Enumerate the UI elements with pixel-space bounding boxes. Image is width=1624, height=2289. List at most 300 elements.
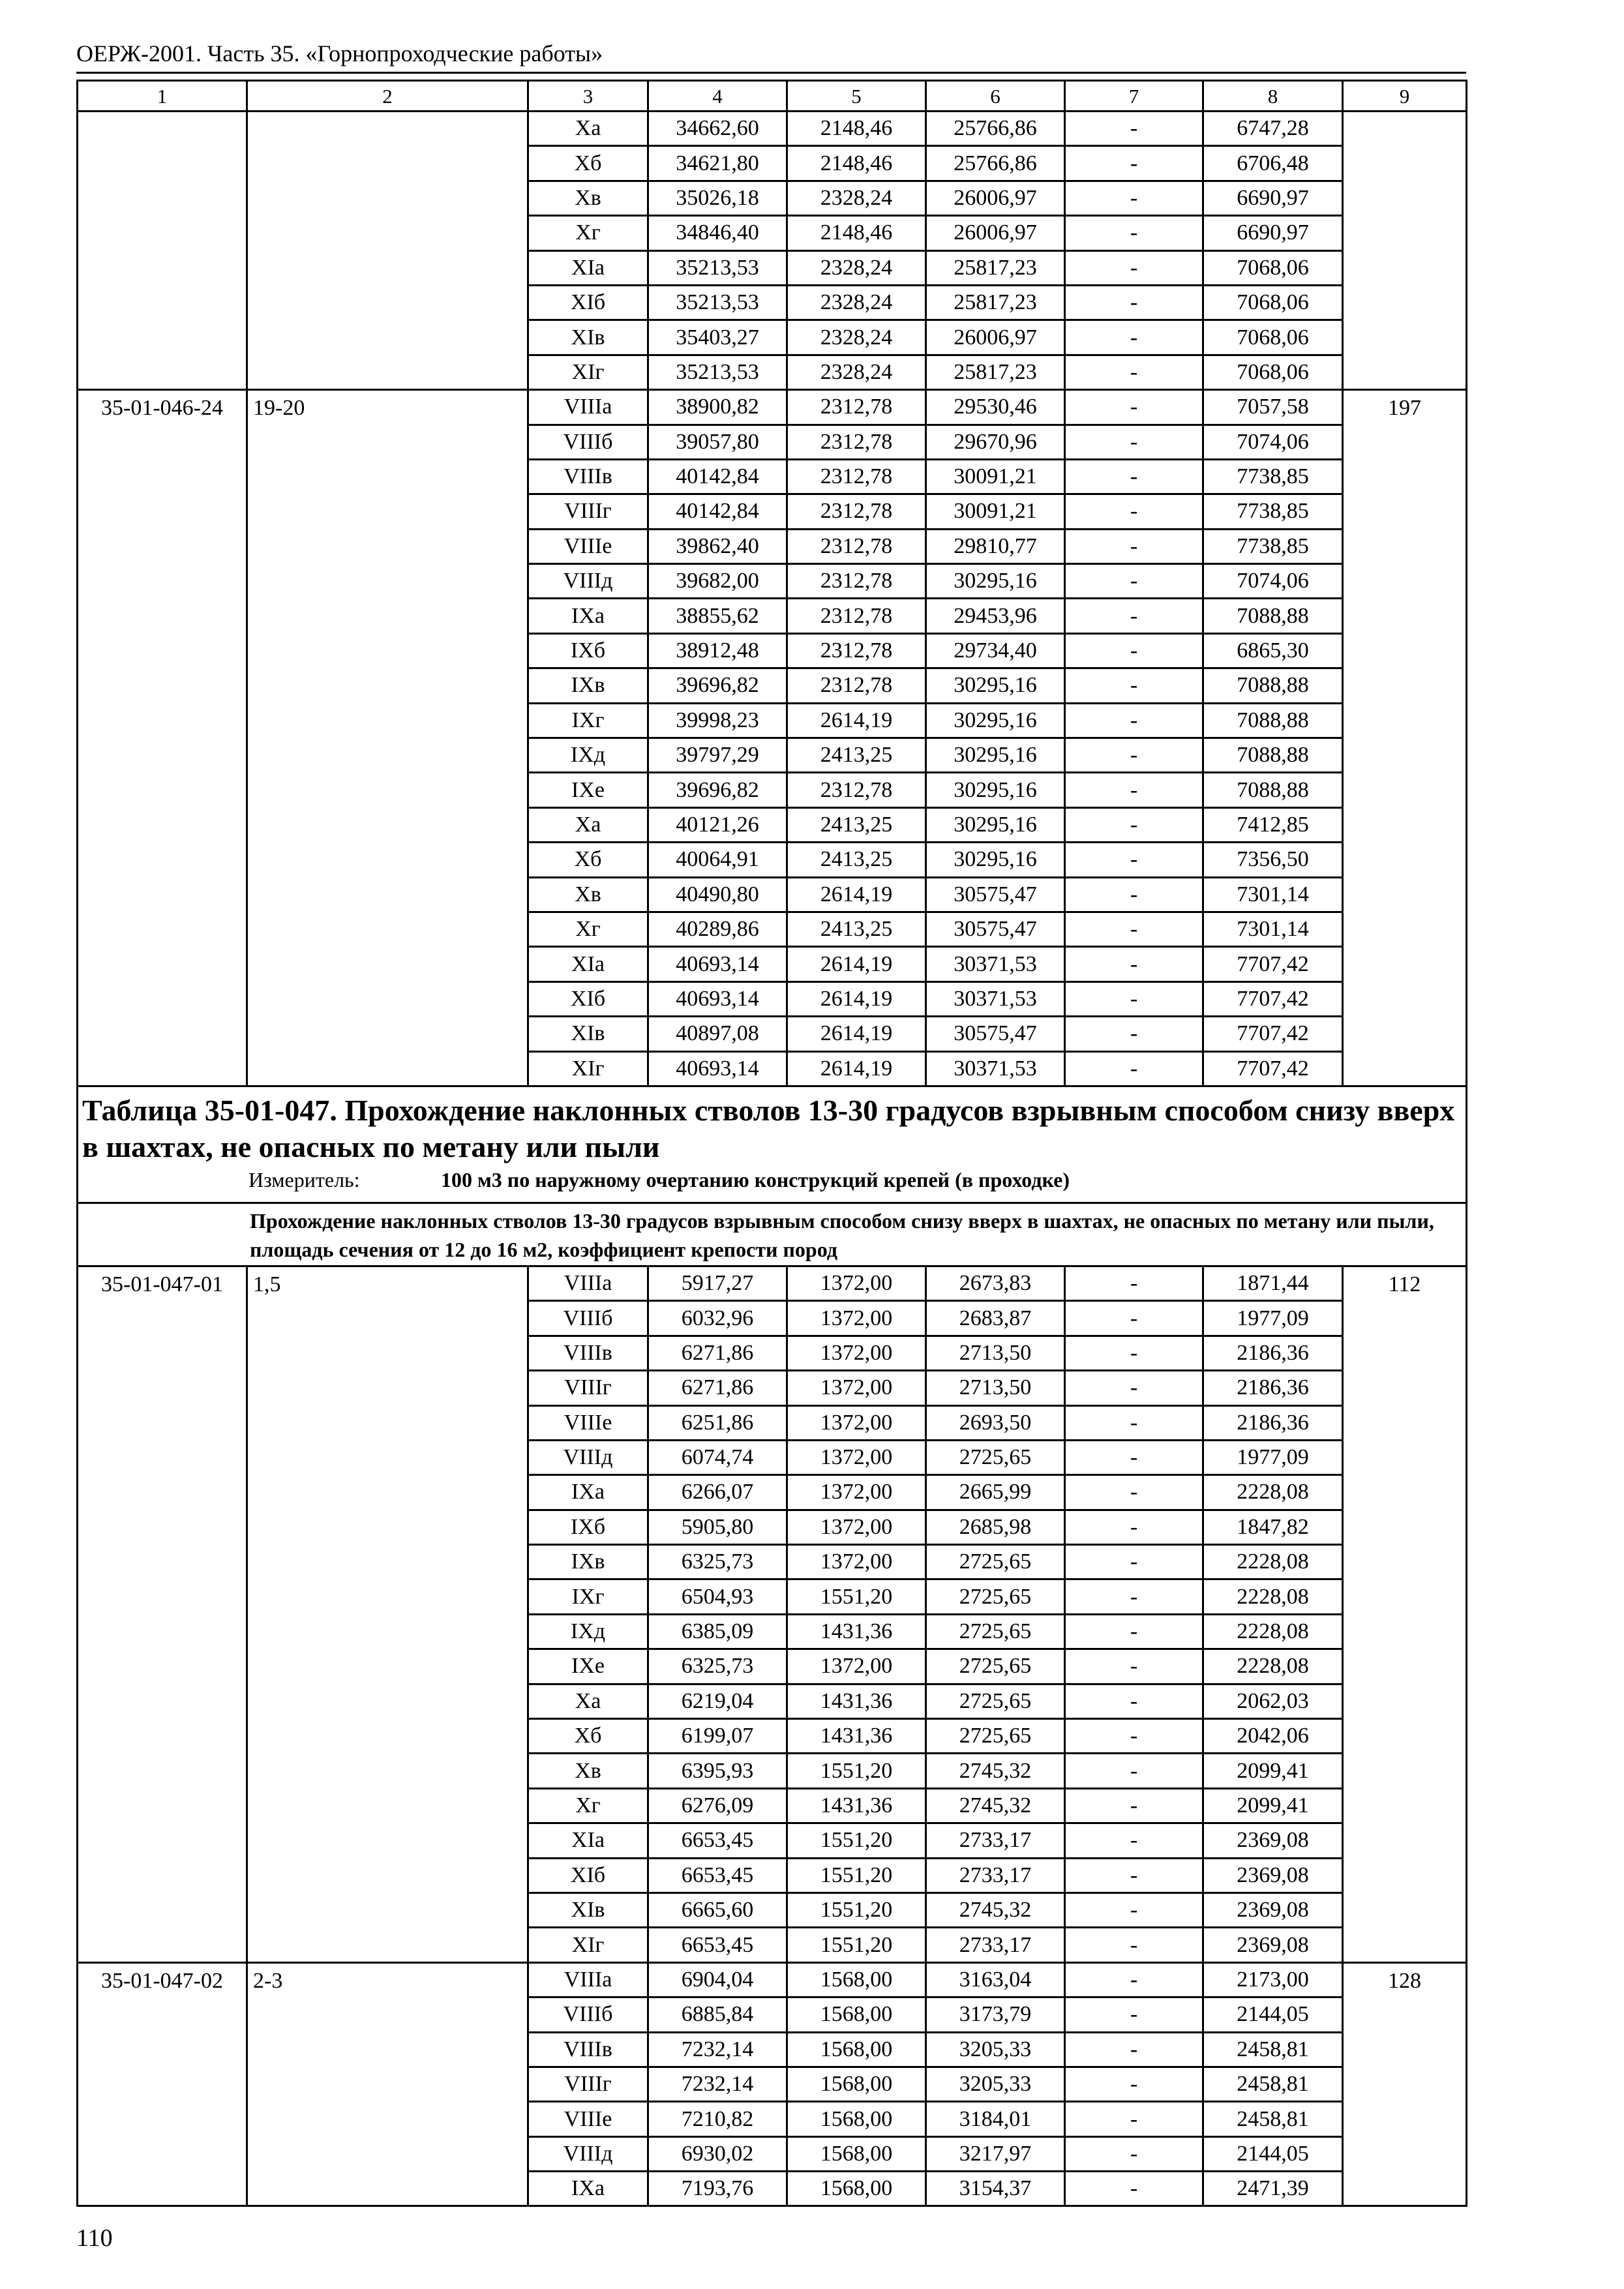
- table-cell-col6: 2693,50: [926, 1405, 1065, 1440]
- column-9-cell: 197: [1343, 390, 1467, 1086]
- table-cell-col6: 3217,97: [926, 2136, 1065, 2171]
- table-cell-col4: 6325,73: [648, 1545, 787, 1579]
- table-cell-col5: 2312,78: [787, 390, 926, 425]
- table-cell-col3: IXe: [528, 1649, 648, 1684]
- table-cell-col8: 7707,42: [1203, 1051, 1343, 1086]
- table-cell-col3: VIIIe: [528, 529, 648, 563]
- table-cell-col7: -: [1065, 1823, 1203, 1858]
- table-cell-col3: IXв: [528, 1545, 648, 1579]
- table-cell-col4: 40289,86: [648, 912, 787, 946]
- table-cell-col5: 1372,00: [787, 1266, 926, 1300]
- table-cell-col3: XIг: [528, 1051, 648, 1086]
- table-cell-col5: 1551,20: [787, 1823, 926, 1858]
- table-cell-col3: IXв: [528, 668, 648, 703]
- table-cell-col6: 2685,98: [926, 1510, 1065, 1544]
- table-cell-col8: 7068,06: [1203, 355, 1343, 389]
- table-cell-col6: 3163,04: [926, 1962, 1065, 1997]
- parameter-cell: 1,5: [247, 1266, 528, 1962]
- table-cell-col7: -: [1065, 2172, 1203, 2206]
- table-cell-col6: 2665,99: [926, 1475, 1065, 1510]
- table-cell-col8: 2186,36: [1203, 1371, 1343, 1405]
- table-cell-col4: 6251,86: [648, 1405, 787, 1440]
- table-cell-col3: VIIIa: [528, 390, 648, 425]
- table-cell-col5: 2148,46: [787, 112, 926, 146]
- table-cell-col6: 29810,77: [926, 529, 1065, 563]
- table-cell-col4: 7232,14: [648, 2067, 787, 2101]
- table-cell-col4: 6653,45: [648, 1928, 787, 1962]
- table-cell-col3: Xг: [528, 216, 648, 250]
- table-cell-col6: 2725,65: [926, 1440, 1065, 1474]
- table-cell-col7: -: [1065, 1928, 1203, 1962]
- table-cell-col5: 1551,20: [787, 1754, 926, 1788]
- table-cell-col7: -: [1065, 599, 1203, 633]
- table-cell-col8: 2173,00: [1203, 1962, 1343, 1997]
- table-cell-col7: -: [1065, 181, 1203, 215]
- table-cell-col8: 7707,42: [1203, 1017, 1343, 1051]
- table-cell-col3: XIв: [528, 1893, 648, 1927]
- subheading-row: [78, 1203, 1467, 1266]
- table-cell-col7: -: [1065, 1614, 1203, 1649]
- table-cell-col4: 40693,14: [648, 1051, 787, 1086]
- table-cell-col8: 2458,81: [1203, 2032, 1343, 2067]
- table-cell-col8: 2099,41: [1203, 1754, 1343, 1788]
- table-cell-col4: 35213,53: [648, 355, 787, 389]
- table-cell-col8: 1871,44: [1203, 1266, 1343, 1300]
- table-cell-col3: IXд: [528, 738, 648, 773]
- table-cell-col4: 39797,29: [648, 738, 787, 773]
- table-cell-col4: 34662,60: [648, 112, 787, 146]
- table-cell-col8: 2062,03: [1203, 1684, 1343, 1718]
- table-cell-col5: 2312,78: [787, 564, 926, 599]
- table-cell-col5: 2148,46: [787, 146, 926, 181]
- table-cell-col6: 30295,16: [926, 843, 1065, 877]
- table-cell-col4: 35213,53: [648, 250, 787, 285]
- table-title: Таблица 35-01-047. Прохождение наклонных стволов 13-30 градусов взрывным способом снизу вверх в шахтах, не опасных по метану или пыли: [82, 1093, 1455, 1163]
- table-cell-col8: 7068,06: [1203, 250, 1343, 285]
- table-cell-col7: -: [1065, 250, 1203, 285]
- table-title-row: [78, 1086, 1467, 1203]
- column-number: 6: [926, 81, 1065, 112]
- table-cell-col5: 2312,78: [787, 459, 926, 494]
- table-cell-col5: 1551,20: [787, 1893, 926, 1927]
- table-cell-col8: 1977,09: [1203, 1301, 1343, 1336]
- column-number: 8: [1203, 81, 1343, 112]
- table-cell-col6: 3205,33: [926, 2032, 1065, 2067]
- table-cell-col6: 30295,16: [926, 668, 1065, 703]
- table-cell-col3: Xв: [528, 1754, 648, 1788]
- measure-line: [82, 1165, 1462, 1194]
- table-cell-col7: -: [1065, 843, 1203, 877]
- table-cell-col6: 2725,65: [926, 1684, 1065, 1718]
- table-cell-col7: -: [1065, 1051, 1203, 1086]
- table-cell-col5: 2328,24: [787, 250, 926, 285]
- parameter-cell: 2-3: [247, 1962, 528, 2206]
- table-cell-col6: 26006,97: [926, 181, 1065, 215]
- table-row: [78, 112, 1467, 146]
- table-cell-col4: 40693,14: [648, 947, 787, 981]
- table-cell-col4: 6219,04: [648, 1684, 787, 1718]
- table-cell-col5: 2413,25: [787, 843, 926, 877]
- table-cell-col5: 1568,00: [787, 2172, 926, 2206]
- table-cell-col7: -: [1065, 1545, 1203, 1579]
- table-row: [78, 390, 1467, 425]
- table-cell-col3: VIIIa: [528, 1266, 648, 1300]
- table-cell-col6: 30371,53: [926, 947, 1065, 981]
- table-cell-col5: 2413,25: [787, 738, 926, 773]
- rate-code-cell: [78, 112, 247, 390]
- table-cell-col4: 35213,53: [648, 285, 787, 320]
- table-cell-col3: IXe: [528, 773, 648, 807]
- table-cell-col7: -: [1065, 1475, 1203, 1510]
- table-cell-col4: 40064,91: [648, 843, 787, 877]
- table-cell-col4: 40142,84: [648, 459, 787, 494]
- table-cell-col7: -: [1065, 529, 1203, 563]
- table-cell-col7: -: [1065, 668, 1203, 703]
- table-cell-col6: 26006,97: [926, 320, 1065, 355]
- table-cell-col7: -: [1065, 877, 1203, 912]
- table-cell-col4: 34846,40: [648, 216, 787, 250]
- table-cell-col6: 2725,65: [926, 1579, 1065, 1614]
- table-cell-col3: VIIIд: [528, 564, 648, 599]
- table-cell-col4: 39057,80: [648, 425, 787, 459]
- document-running-header: ОЕРЖ-2001. Часть 35. «Горнопроходческие работы»: [76, 40, 603, 67]
- table-cell-col8: 2144,05: [1203, 1997, 1343, 2032]
- table-cell-col8: 2186,36: [1203, 1336, 1343, 1370]
- table-cell-col7: -: [1065, 1510, 1203, 1544]
- table-cell-col6: 2725,65: [926, 1719, 1065, 1754]
- table-row: [78, 1962, 1467, 1997]
- table-cell-col8: 1847,82: [1203, 1510, 1343, 1544]
- table-cell-col4: 6930,02: [648, 2136, 787, 2171]
- table-cell-col3: IXг: [528, 703, 648, 738]
- table-cell-col8: 2471,39: [1203, 2172, 1343, 2206]
- table-cell-col8: 1977,09: [1203, 1440, 1343, 1474]
- table-cell-col8: 7707,42: [1203, 947, 1343, 981]
- table-cell-col5: 2328,24: [787, 355, 926, 389]
- table-cell-col6: 29734,40: [926, 633, 1065, 668]
- table-cell-col6: 3154,37: [926, 2172, 1065, 2206]
- table-cell-col6: 30575,47: [926, 1017, 1065, 1051]
- table-cell-col7: -: [1065, 2136, 1203, 2171]
- table-cell-col4: 6665,60: [648, 1893, 787, 1927]
- table-cell-col6: 2673,83: [926, 1266, 1065, 1300]
- table-cell-col3: XIв: [528, 320, 648, 355]
- table-cell-col7: -: [1065, 1579, 1203, 1614]
- table-cell-col5: 2413,25: [787, 807, 926, 842]
- table-cell-col5: 1372,00: [787, 1510, 926, 1544]
- table-cell-col4: 6885,84: [648, 1997, 787, 2032]
- table-cell-col4: 7210,82: [648, 2102, 787, 2136]
- table-cell-col7: -: [1065, 1788, 1203, 1823]
- table-cell-col5: 1568,00: [787, 1962, 926, 1997]
- table-cell-col6: 2725,65: [926, 1545, 1065, 1579]
- table-cell-col6: 2733,17: [926, 1928, 1065, 1962]
- table-cell-col3: VIIIг: [528, 1371, 648, 1405]
- column-number: 9: [1343, 81, 1467, 112]
- table-cell-col8: 2458,81: [1203, 2067, 1343, 2101]
- header-rule: [76, 72, 1466, 74]
- table-cell-col5: 2328,24: [787, 320, 926, 355]
- table-row: [78, 1266, 1467, 1300]
- table-cell-col4: 39998,23: [648, 703, 787, 738]
- table-cell-col8: 7738,85: [1203, 529, 1343, 563]
- table-cell-col7: -: [1065, 2032, 1203, 2067]
- table-cell-col4: 7232,14: [648, 2032, 787, 2067]
- table-cell-col8: 2228,08: [1203, 1649, 1343, 1684]
- table-cell-col8: 6690,97: [1203, 181, 1343, 215]
- table-cell-col5: 1372,00: [787, 1440, 926, 1474]
- section-047-rows: [78, 1266, 1467, 2206]
- table-cell-col3: Xг: [528, 912, 648, 946]
- table-cell-col7: -: [1065, 1371, 1203, 1405]
- table-cell-col5: 1568,00: [787, 2136, 926, 2171]
- table-cell-col8: 7088,88: [1203, 738, 1343, 773]
- table-cell-col7: -: [1065, 1893, 1203, 1927]
- table-cell-col4: 40693,14: [648, 981, 787, 1016]
- table-cell-col7: -: [1065, 494, 1203, 529]
- table-cell-col3: XIa: [528, 1823, 648, 1858]
- table-cell-col5: 1372,00: [787, 1475, 926, 1510]
- table-cell-col8: 2228,08: [1203, 1614, 1343, 1649]
- table-cell-col5: 1431,36: [787, 1614, 926, 1649]
- section-046-rows: [78, 112, 1467, 1086]
- column-number: 1: [78, 81, 247, 112]
- rate-code-cell: 35-01-047-01: [78, 1266, 247, 1962]
- table-cell-col4: 39696,82: [648, 773, 787, 807]
- table-cell-col7: -: [1065, 564, 1203, 599]
- table-cell-col3: IXa: [528, 1475, 648, 1510]
- table-cell-col7: -: [1065, 633, 1203, 668]
- table-cell-col7: -: [1065, 112, 1203, 146]
- table-cell-col5: 1431,36: [787, 1788, 926, 1823]
- table-cell-col6: 29453,96: [926, 599, 1065, 633]
- table-cell-col4: 5905,80: [648, 1510, 787, 1544]
- table-cell-col4: 34621,80: [648, 146, 787, 181]
- table-cell-col7: -: [1065, 807, 1203, 842]
- table-cell-col8: 7088,88: [1203, 773, 1343, 807]
- table-cell-col3: VIIIб: [528, 1301, 648, 1336]
- table-cell-col7: -: [1065, 981, 1203, 1016]
- table-cell-col5: 2614,19: [787, 1051, 926, 1086]
- table-cell-col3: VIIIд: [528, 1440, 648, 1474]
- table-035-01-047-heading: [78, 1086, 1467, 1266]
- table-cell-col6: 30295,16: [926, 773, 1065, 807]
- table-cell-col5: 2312,78: [787, 529, 926, 563]
- table-cell-col6: 26006,97: [926, 216, 1065, 250]
- table-cell-col6: 25817,23: [926, 250, 1065, 285]
- table-cell-col8: 2042,06: [1203, 1719, 1343, 1754]
- table-cell-col5: 1568,00: [787, 2032, 926, 2067]
- table-cell-col8: 2228,08: [1203, 1579, 1343, 1614]
- table-cell-col3: XIa: [528, 250, 648, 285]
- table-cell-col7: -: [1065, 355, 1203, 389]
- column-number: 7: [1065, 81, 1203, 112]
- table-cell-col3: VIIIв: [528, 2032, 648, 2067]
- table-cell-col5: 2614,19: [787, 877, 926, 912]
- table-cell-col5: 1568,00: [787, 2102, 926, 2136]
- table-cell-col3: Xб: [528, 1719, 648, 1754]
- table-cell-col8: 7068,06: [1203, 320, 1343, 355]
- table-cell-col7: -: [1065, 146, 1203, 181]
- table-cell-col6: 2725,65: [926, 1614, 1065, 1649]
- table-cell-col5: 2614,19: [787, 703, 926, 738]
- table-cell-col4: 7193,76: [648, 2172, 787, 2206]
- table-cell-col7: -: [1065, 1962, 1203, 1997]
- table-cell-col8: 2228,08: [1203, 1475, 1343, 1510]
- table-cell-col5: 1372,00: [787, 1649, 926, 1684]
- table-cell-col5: 2312,78: [787, 425, 926, 459]
- table-cell-col8: 7356,50: [1203, 843, 1343, 877]
- table-cell-col3: VIIIб: [528, 1997, 648, 2032]
- table-cell-col3: VIIIг: [528, 2067, 648, 2101]
- table-cell-col3: Xв: [528, 877, 648, 912]
- table-cell-col3: Xa: [528, 807, 648, 842]
- parameter-cell: 19-20: [247, 390, 528, 1086]
- table-cell-col4: 6653,45: [648, 1823, 787, 1858]
- table-cell-col7: -: [1065, 912, 1203, 946]
- table-cell-col8: 7074,06: [1203, 425, 1343, 459]
- column-9-cell: [1343, 112, 1467, 390]
- rate-code-cell: 35-01-046-24: [78, 390, 247, 1086]
- table-cell-col8: 2228,08: [1203, 1545, 1343, 1579]
- table-cell-col8: 7412,85: [1203, 807, 1343, 842]
- table-cell-col5: 2312,78: [787, 599, 926, 633]
- table-cell-col3: Xб: [528, 146, 648, 181]
- table-cell-col5: 1372,00: [787, 1336, 926, 1370]
- table-cell-col7: -: [1065, 1719, 1203, 1754]
- page-number: 110: [76, 2224, 113, 2252]
- table-cell-col7: -: [1065, 1017, 1203, 1051]
- table-cell-col7: -: [1065, 1684, 1203, 1718]
- table-cell-col4: 6395,93: [648, 1754, 787, 1788]
- table-cell-col6: 2733,17: [926, 1858, 1065, 1893]
- table-cell-col7: -: [1065, 216, 1203, 250]
- table-cell-col8: 7074,06: [1203, 564, 1343, 599]
- table-cell-col3: Xг: [528, 1788, 648, 1823]
- parameter-cell: [247, 112, 528, 390]
- table-cell-col7: -: [1065, 425, 1203, 459]
- table-cell-col4: 6653,45: [648, 1858, 787, 1893]
- measure-value: 100 м3 по наружному очертанию конструкций крепей (в проходке): [441, 1167, 1070, 1191]
- table-cell-col6: 29530,46: [926, 390, 1065, 425]
- table-cell-col6: 30091,21: [926, 459, 1065, 494]
- table-cell-col3: IXд: [528, 1614, 648, 1649]
- table-cell-col7: -: [1065, 1649, 1203, 1684]
- table-cell-col3: XIг: [528, 355, 648, 389]
- table-cell-col6: 25817,23: [926, 355, 1065, 389]
- table-cell-col6: 25766,86: [926, 112, 1065, 146]
- table-cell-col7: -: [1065, 738, 1203, 773]
- table-cell-col6: 30575,47: [926, 877, 1065, 912]
- table-cell-col7: -: [1065, 2102, 1203, 2136]
- table-cell-col4: 5917,27: [648, 1266, 787, 1300]
- table-cell-col3: XIг: [528, 1928, 648, 1962]
- table-cell-col7: -: [1065, 1754, 1203, 1788]
- table-cell-col3: IXб: [528, 633, 648, 668]
- table-cell-col4: 39682,00: [648, 564, 787, 599]
- table-cell-col4: 6504,93: [648, 1579, 787, 1614]
- column-number: 3: [528, 81, 648, 112]
- subheading: Прохождение наклонных стволов 13-30 градусов взрывным способом снизу вверх в шахтах, не опасных по метану или пыли, площадь сечения от 12 до 16 м2, коэффициент крепости пород: [78, 1203, 1467, 1266]
- column-number: 5: [787, 81, 926, 112]
- table-cell-col6: 2745,32: [926, 1893, 1065, 1927]
- table-cell-col4: 39862,40: [648, 529, 787, 563]
- table-cell-col8: 2099,41: [1203, 1788, 1343, 1823]
- table-cell-col4: 6271,86: [648, 1336, 787, 1370]
- table-cell-col6: 25766,86: [926, 146, 1065, 181]
- table-cell-col8: 2458,81: [1203, 2102, 1343, 2136]
- table-cell-col7: -: [1065, 390, 1203, 425]
- table-cell-col3: VIIIe: [528, 1405, 648, 1440]
- table-cell-col5: 1431,36: [787, 1719, 926, 1754]
- table-cell-col3: Xв: [528, 181, 648, 215]
- table-cell-col4: 6276,09: [648, 1788, 787, 1823]
- table-cell-col8: 2144,05: [1203, 2136, 1343, 2171]
- table-cell-col8: 7301,14: [1203, 877, 1343, 912]
- table-cell-col4: 35403,27: [648, 320, 787, 355]
- table-cell-col5: 2614,19: [787, 1017, 926, 1051]
- table-cell-col6: 25817,23: [926, 285, 1065, 320]
- table-cell-col7: -: [1065, 1336, 1203, 1370]
- table-cell-col5: 2312,78: [787, 494, 926, 529]
- table-cell-col6: 30295,16: [926, 807, 1065, 842]
- column-number-header: [78, 81, 1467, 112]
- table-cell-col5: 1431,36: [787, 1684, 926, 1718]
- table-cell-col5: 1372,00: [787, 1301, 926, 1336]
- table-cell-col8: 6865,30: [1203, 633, 1343, 668]
- table-cell-col8: 2186,36: [1203, 1405, 1343, 1440]
- table-cell-col4: 38855,62: [648, 599, 787, 633]
- table-cell-col6: 30295,16: [926, 564, 1065, 599]
- table-cell-col5: 1568,00: [787, 2067, 926, 2101]
- table-cell-col7: -: [1065, 285, 1203, 320]
- table-cell-col4: 40897,08: [648, 1017, 787, 1051]
- table-cell-col7: -: [1065, 703, 1203, 738]
- table-cell-col8: 7088,88: [1203, 599, 1343, 633]
- rate-code-cell: 35-01-047-02: [78, 1962, 247, 2206]
- table-cell-col6: 3184,01: [926, 2102, 1065, 2136]
- table-cell-col7: -: [1065, 2067, 1203, 2101]
- table-cell-col8: 2369,08: [1203, 1928, 1343, 1962]
- column-9-cell: 128: [1343, 1962, 1467, 2206]
- table-cell-col6: 2733,17: [926, 1823, 1065, 1858]
- table-cell-col5: 2413,25: [787, 912, 926, 946]
- table-cell-col8: 2369,08: [1203, 1893, 1343, 1927]
- table-cell-col5: 2614,19: [787, 947, 926, 981]
- table-cell-col6: 30295,16: [926, 703, 1065, 738]
- table-cell-col7: -: [1065, 320, 1203, 355]
- column-number-row: [78, 81, 1467, 112]
- table-cell-col7: -: [1065, 1440, 1203, 1474]
- table-cell-col8: 6690,97: [1203, 216, 1343, 250]
- table-cell-col6: 2745,32: [926, 1754, 1065, 1788]
- table-cell-col7: -: [1065, 947, 1203, 981]
- table-cell-col7: -: [1065, 1997, 1203, 2032]
- table-cell-col3: IXг: [528, 1579, 648, 1614]
- column-number: 2: [247, 81, 528, 112]
- table-title-cell: [78, 1086, 1467, 1203]
- table-cell-col6: 29670,96: [926, 425, 1065, 459]
- table-cell-col5: 1372,00: [787, 1405, 926, 1440]
- table-cell-col3: VIIIв: [528, 1336, 648, 1370]
- table-cell-col7: -: [1065, 773, 1203, 807]
- table-cell-col6: 30575,47: [926, 912, 1065, 946]
- table-cell-col6: 3205,33: [926, 2067, 1065, 2101]
- table-cell-col3: IXб: [528, 1510, 648, 1544]
- table-cell-col8: 2369,08: [1203, 1823, 1343, 1858]
- table-cell-col8: 7738,85: [1203, 459, 1343, 494]
- table-cell-col8: 7088,88: [1203, 703, 1343, 738]
